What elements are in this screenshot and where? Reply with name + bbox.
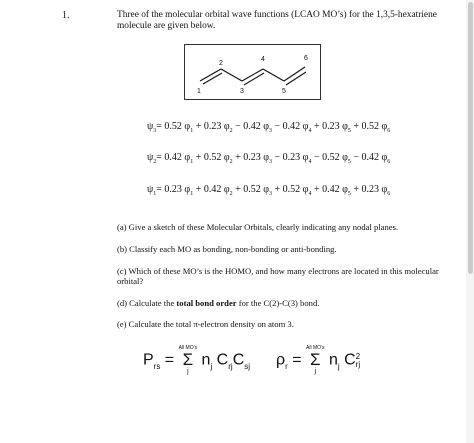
question-intro: Three of the molecular orbital wave functions (LCAO MO’s) for the 1,3,5-hexatriene molecule are given below. [117, 10, 437, 31]
question-part-a: (a) Give a sketch of these Molecular Orbitals, clearly indicating any nodal planes. [117, 222, 399, 232]
atom-label-6: 6 [304, 55, 308, 62]
bond-4-5 [263, 69, 284, 81]
bond-5-6-double [286, 72, 306, 85]
question-part-c: (c) Which of these MO’s is the HOMO, and how many electrons are located in this molecular orbital? [117, 266, 439, 286]
question-number: 1. [62, 10, 70, 21]
atom-label-3: 3 [240, 88, 244, 95]
scrollbar-thumb[interactable] [468, 2, 473, 274]
wavefunction-psi1: $\psi_1= 0.23$ $\varphi_1 + 0.42$ $\varphi_2 + 0.52$ $\varphi_3 + 0.52$ $\varphi_4 + 0.42$ $\varphi_5 + 0.23$ $\varphi_6$ [147, 184, 391, 197]
bond-order-formula: $P_{rs}$ = All MO’s Σ j $n_j$ $C_{rj}C_{sj}$ [143, 345, 251, 375]
atom-label-4: 4 [261, 56, 265, 63]
electron-density-formula: $\rho_r$ = All MO’s Σ j $n_j$ C 2 rj [276, 345, 361, 375]
atom-label-1: 1 [197, 88, 201, 95]
wavefunction-psi2: $\psi_2= 0.42$ $\varphi_1 + 0.52$ $\varphi_2 + 0.23$ $\varphi_3 - 0.23$ $\varphi_4 - 0.52$ $\varphi_5 - 0.42$ $\varphi_6$ [147, 152, 391, 165]
scrollbar-track[interactable] [466, 0, 474, 443]
hexatriene-structure-figure [184, 44, 321, 100]
question-part-d: (d) Calculate the total bond order for the C(2)-C(3) bond. [117, 298, 320, 308]
wavefunction-psi3: $\psi_3= 0.52$ $\varphi_1 + 0.23$ $\varphi_2 - 0.42$ $\varphi_3 - 0.42$ $\varphi_4 + 0.23$ $\varphi_5 + 0.52$ $\varphi_6$ [147, 121, 391, 134]
hexatriene-skeletal-svg [185, 45, 322, 101]
atom-label-2: 2 [219, 60, 223, 67]
atom-label-5: 5 [282, 88, 286, 95]
bond-3-4-double [244, 73, 264, 85]
question-part-b: (b) Classify each MO as bonding, non-bonding or anti-bonding. [117, 244, 337, 254]
bond-2-3 [221, 69, 242, 81]
question-part-e: (e) Calculate the total π-electron density on atom 3. [117, 319, 294, 329]
bond-1-2-double [203, 73, 222, 84]
